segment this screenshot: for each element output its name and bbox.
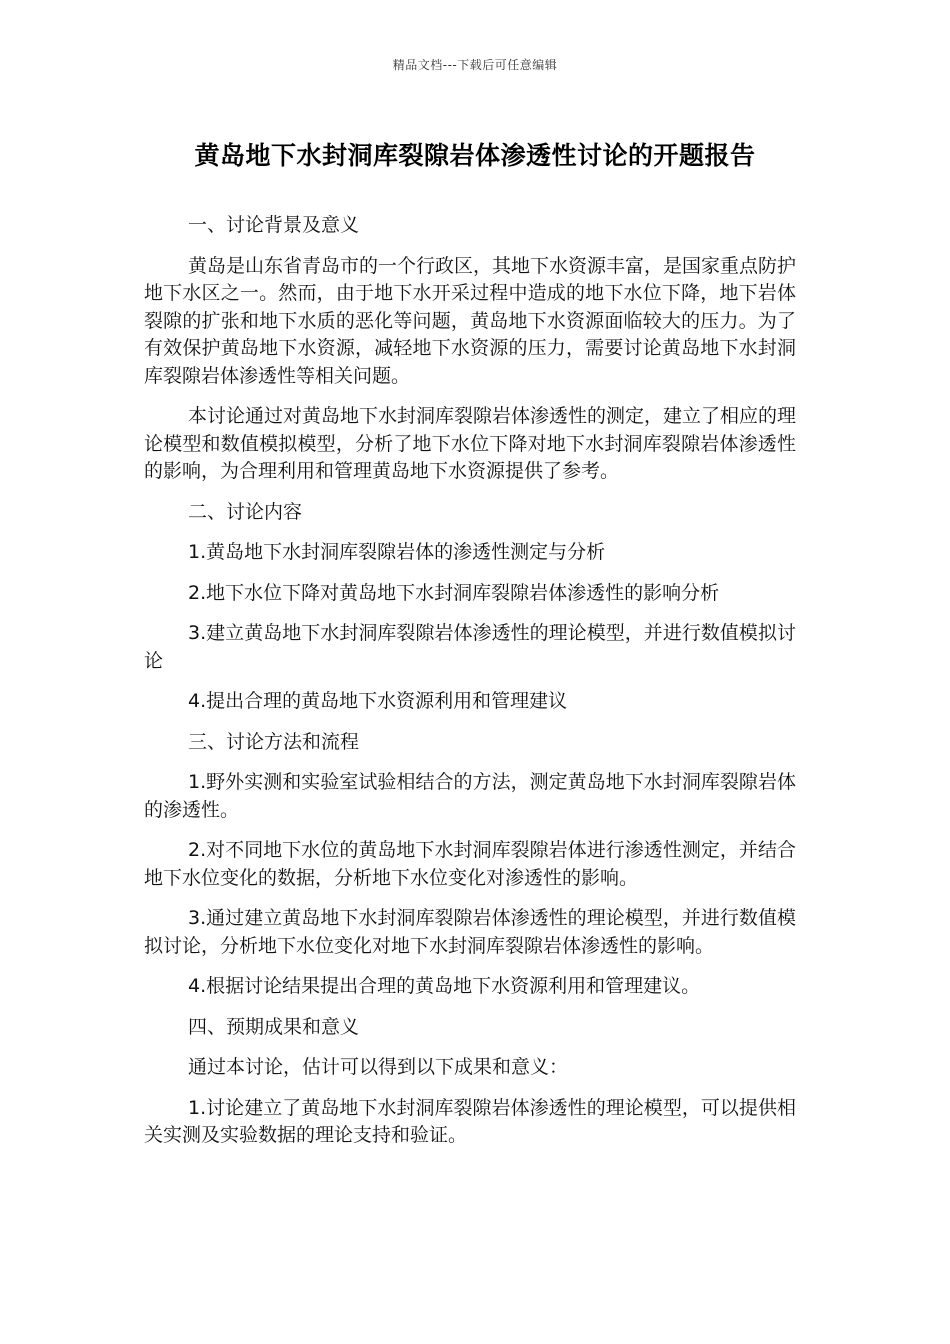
method-item-4: 4.根据讨论结果提出合理的黄岛地下水资源利用和管理建议。 (188, 975, 701, 997)
paragraph-background-2: 本讨论通过对黄岛地下水封洞库裂隙岩体渗透性的测定，建立了相应的理论模型和数值模拟模型，分析了地下水位下降对地下水封洞库裂隙岩体渗透性的影响，为合理利用和管理黄岛地下水资源提供了参考。 (144, 405, 797, 482)
content-item-2: 2.地下水位下降对黄岛地下水封洞库裂隙岩体渗透性的影响分析 (188, 581, 720, 604)
section-heading-results: 四、预期成果和意义 (188, 1015, 360, 1038)
section-heading-content: 二、讨论内容 (188, 500, 303, 523)
results-intro: 通过本讨论，估计可以得到以下成果和意义： (188, 1056, 569, 1078)
paragraph-background-1: 黄岛是山东省青岛市的一个行政区，其地下水资源丰富，是国家重点防护地下水区之一。然而，由于地下水开采过程中造成的地下水位下降，地下岩体裂隙的扩张和地下水质的恶化等问题，黄岛地下水资源面临较大的压力。为了有效保护黄岛地下水资源，减轻地下水资源的压力，需要讨论黄岛地下水封洞库裂隙岩体渗透性等相关问题。 (144, 254, 797, 387)
document-body (144, 212, 796, 1163)
document-title: 黄岛地下水封洞库裂隙岩体渗透性讨论的开题报告 (194, 141, 756, 170)
method-item-1: 1.野外实测和实验室试验相结合的方法，测定黄岛地下水封洞库裂隙岩体的渗透性。 (144, 771, 796, 821)
content-item-4: 4.提出合理的黄岛地下水资源利用和管理建议 (188, 690, 568, 712)
method-item-2: 2.对不同地下水位的黄岛地下水封洞库裂隙岩体进行渗透性测定，并结合地下水位变化的数据，分析地下水位变化对渗透性的影响。 (144, 839, 796, 889)
page-header: 精品文档---下载后可任意编辑 (392, 58, 558, 72)
method-item-3: 3.通过建立黄岛地下水封洞库裂隙岩体渗透性的理论模型，并进行数值模拟讨论，分析地下水位变化对地下水封洞库裂隙岩体渗透性的影响。 (144, 907, 796, 957)
content-item-1: 1.黄岛地下水封洞库裂隙岩体的渗透性测定与分析 (188, 541, 606, 563)
result-item-1: 1.讨论建立了黄岛地下水封洞库裂隙岩体渗透性的理论模型，可以提供相关实测及实验数据的理论支持和验证。 (144, 1096, 796, 1146)
section-heading-methods: 三、讨论方法和流程 (188, 730, 360, 753)
content-item-3: 3.建立黄岛地下水封洞库裂隙岩体渗透性的理论模型，并进行数值模拟讨论 (144, 622, 796, 672)
section-heading-background: 一、讨论背景及意义 (188, 214, 360, 236)
